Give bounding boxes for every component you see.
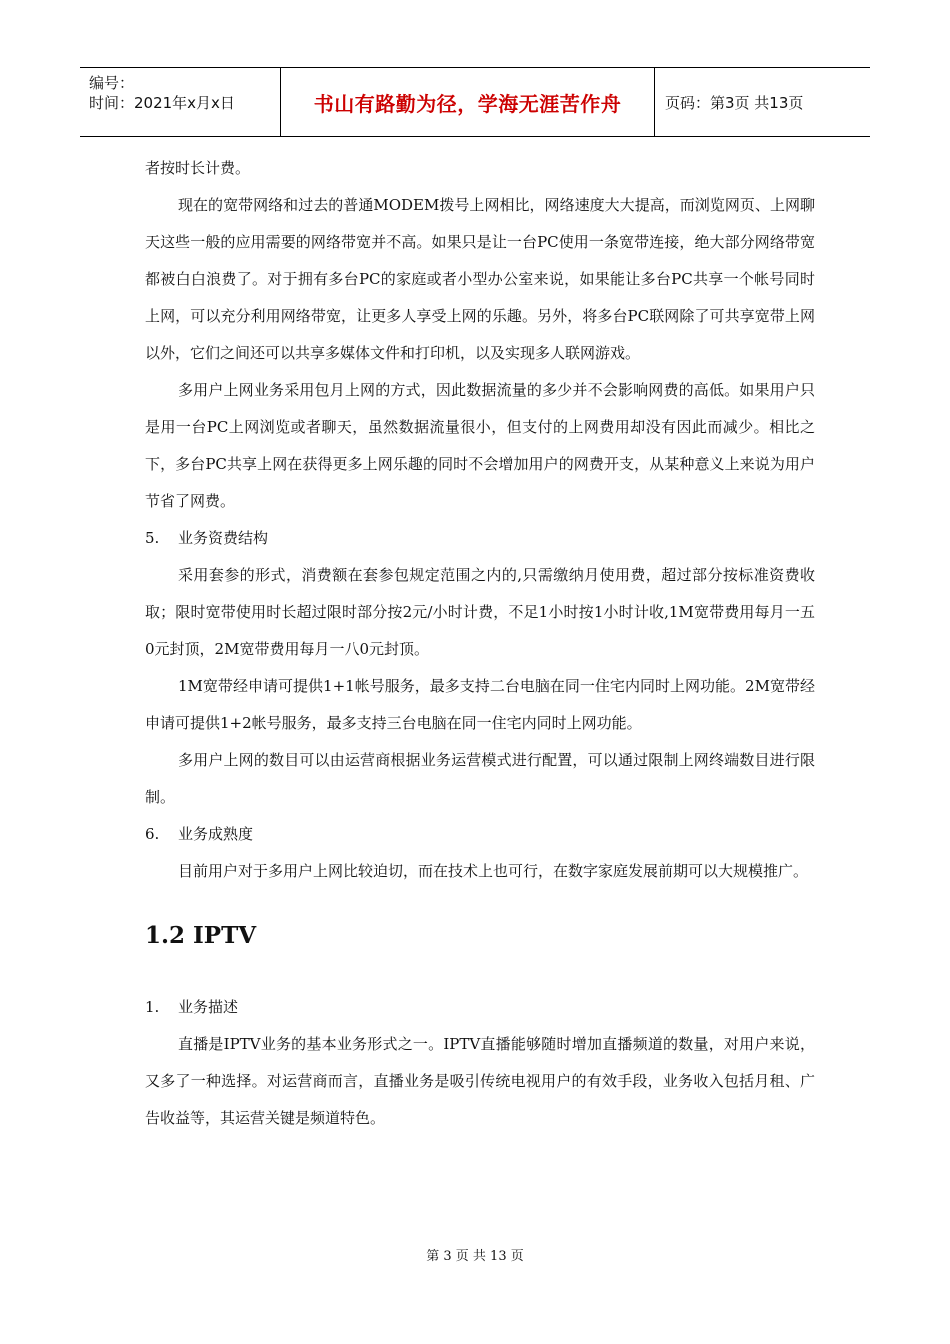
paragraph-continuation: 者按时长计费。	[145, 159, 251, 177]
header-page-info-cell	[655, 68, 870, 136]
header-page-info: 页码：第3页 共13页	[665, 93, 804, 112]
list-item-6	[145, 816, 815, 853]
list-title: 业务描述	[178, 998, 239, 1016]
paragraph: 目前用户对于多用户上网比较迫切，而在技术上也可行，在数字家庭发展前期可以大规模推广。	[178, 862, 809, 880]
list-title: 业务成熟度	[178, 825, 254, 843]
paragraph: 采用套参的形式，消费额在套参包规定范围之内的,只需缴纳月使用费，超过部分按标准资费收取；限时宽带使用时长超过限时部分按2元/小时计费，不足1小时按1小时计收,1M宽带费用每月一五0元封顶，2M宽带费用每月一八0元封顶。	[145, 566, 815, 658]
list-item-5	[145, 520, 815, 557]
header-meta	[80, 68, 281, 136]
header-motto: 书山有路勤为径，学海无涯苦作舟	[313, 91, 622, 116]
page-footer: 第 3 页 共 13 页	[426, 1249, 524, 1264]
header-motto-cell	[281, 68, 655, 136]
paragraph: 现在的宽带网络和过去的普通MODEM拨号上网相比，网络速度大大提高，而浏览网页、上网聊天这些一般的应用需要的网络带宽并不高。如果只是让一台PC使用一条宽带连接，绝大部分网络带宽都被白白浪费了。对于拥有多台PC的家庭或者小型办公室来说，如果能让多台PC共享一个帐号同时上网，可以充分利用网络带宽，让更多人享受上网的乐趣。另外，将多台PC联网除了可共享宽带上网以外，它们之间还可以共享多媒体文件和打印机，以及实现多人联网游戏。	[145, 196, 815, 362]
paragraph: 多用户上网业务采用包月上网的方式，因此数据流量的多少并不会影响网费的高低。如果用户只是用一台PC上网浏览或者聊天，虽然数据流量很小，但支付的上网费用却没有因此而减少。相比之下，多台PC共享上网在获得更多上网乐趣的同时不会增加用户的网费开支，从某种意义上来说为用户节省了网费。	[145, 381, 815, 510]
list-number: 6.	[145, 825, 160, 843]
page-header	[80, 67, 870, 137]
paragraph: 多用户上网的数目可以由运营商根据业务运营模式进行配置，可以通过限制上网终端数目进行限制。	[145, 751, 815, 806]
list-number: 1.	[145, 998, 160, 1016]
doc-time-label: 时间：2021年x月x日	[89, 94, 235, 112]
list-title: 业务资费结构	[178, 529, 269, 547]
section-heading: 1.2 IPTV	[145, 922, 257, 949]
paragraph: 1M宽带经申请可提供1+1帐号服务，最多支持二台电脑在同一住宅内同时上网功能。2M宽带经申请可提供1+2帐号服务，最多支持三台电脑在同一住宅内同时上网功能。	[145, 677, 815, 732]
list-number: 5.	[145, 529, 160, 547]
doc-number-label: 编号：	[89, 74, 135, 92]
paragraph: 直播是IPTV业务的基本业务形式之一。IPTV直播能够随时增加直播频道的数量，对用户来说，又多了一种选择。对运营商而言，直播业务是吸引传统电视用户的有效手段，业务收入包括月租、广告收益等，其运营关键是频道特色。	[145, 1035, 815, 1127]
document-body	[145, 150, 815, 1137]
list-item-1	[145, 989, 815, 1026]
